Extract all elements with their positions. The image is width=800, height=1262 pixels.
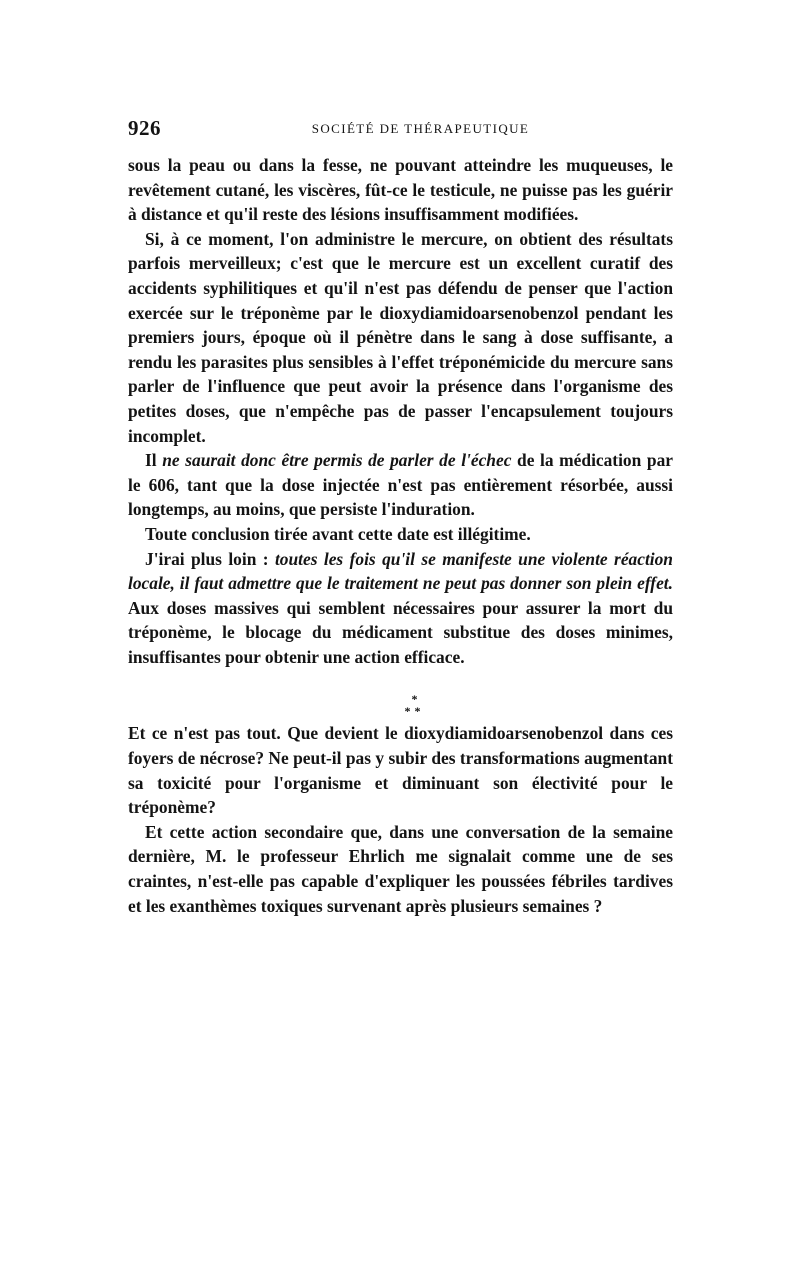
page-number: 926 [128, 116, 161, 140]
paragraph-conclusion: Toute conclusion tirée avant cette date est illégitime. [145, 523, 531, 544]
paragraph-local-reaction-italic: toutes les fois qu'il se manifeste une violente réaction locale, il faut admettre que le traitement ne peut pas donner son plein effet. [128, 548, 673, 594]
asterism-top-star: * [411, 692, 418, 707]
paragraph-continuation: sous la peau ou dans la fesse, ne pouvant atteindre les muqueuses, le revêtement cutané, les viscères, fût-ce le testicule, ne puisse pas les guérir à distance et qu'il reste des lésions insuffisamment modifiées. [128, 155, 673, 225]
asterism-bottom-stars: ** [404, 704, 425, 719]
journal-title: SOCIÉTÉ DE THÉRAPEUTIQUE [311, 121, 530, 136]
paragraph-necrosis: Et ce n'est pas tout. Que devient le dioxydiamidoarsenobenzol dans ces foyers de nécrose? Ne peut-il pas y subir des transformations augmentant sa toxicité pour l'organisme et diminuant son électivité pour le tréponème? [128, 723, 673, 818]
asterism [128, 693, 673, 717]
paragraph-local-reaction-rest: Aux doses massives qui semblent nécessaires pour assurer la mort du tréponème, le blocage du médicament substitue des doses minimes, insuffisantes pour obtenir une action efficace. [128, 597, 673, 667]
paragraph-failure-rest: de la médication par le 606, tant que la dose injectée n'est pas entièrement résorbée, aussi longtemps, au moins, que persiste l'induration. [128, 450, 673, 520]
paragraph-failure-lead: Il [145, 450, 157, 471]
paragraph-failure [128, 448, 673, 522]
paragraph-failure-italic: ne saurait donc être permis de parler de l'échec [162, 450, 512, 471]
body-text [128, 153, 673, 918]
paragraph-mercury: Si, à ce moment, l'on administre le mercure, on obtient des résultats parfois merveilleux; c'est que le mercure est un excellent curatif des accidents syphilitiques et qu'il n'est pas défendu de penser que l'action exercée sur le tréponème par le dioxydiamidoarsenobenzol pendant les premiers jours, époque où il pénètre dans le sang à dose suffisante, a rendu les parasites plus sensibles à l'effet tréponémicide du mercure sans parler de l'influence que peut avoir la présence dans l'organisme des petites doses, que n'empêche pas de passer l'encapsulement toujours incomplet. [128, 228, 673, 446]
section-separator [128, 675, 673, 721]
paragraph-local-reaction [128, 547, 673, 670]
running-head [128, 116, 673, 144]
paragraph-ehrlich: Et cette action secondaire que, dans une conversation de la semaine dernière, M. le professeur Ehrlich me signalait comme une de ses craintes, n'est-elle pas capable d'expliquer les poussées fébriles tardives et les exanthèmes toxiques survenant après plusieurs semaines ? [128, 821, 673, 916]
paragraph-local-reaction-lead: J'irai plus loin : [145, 548, 269, 569]
